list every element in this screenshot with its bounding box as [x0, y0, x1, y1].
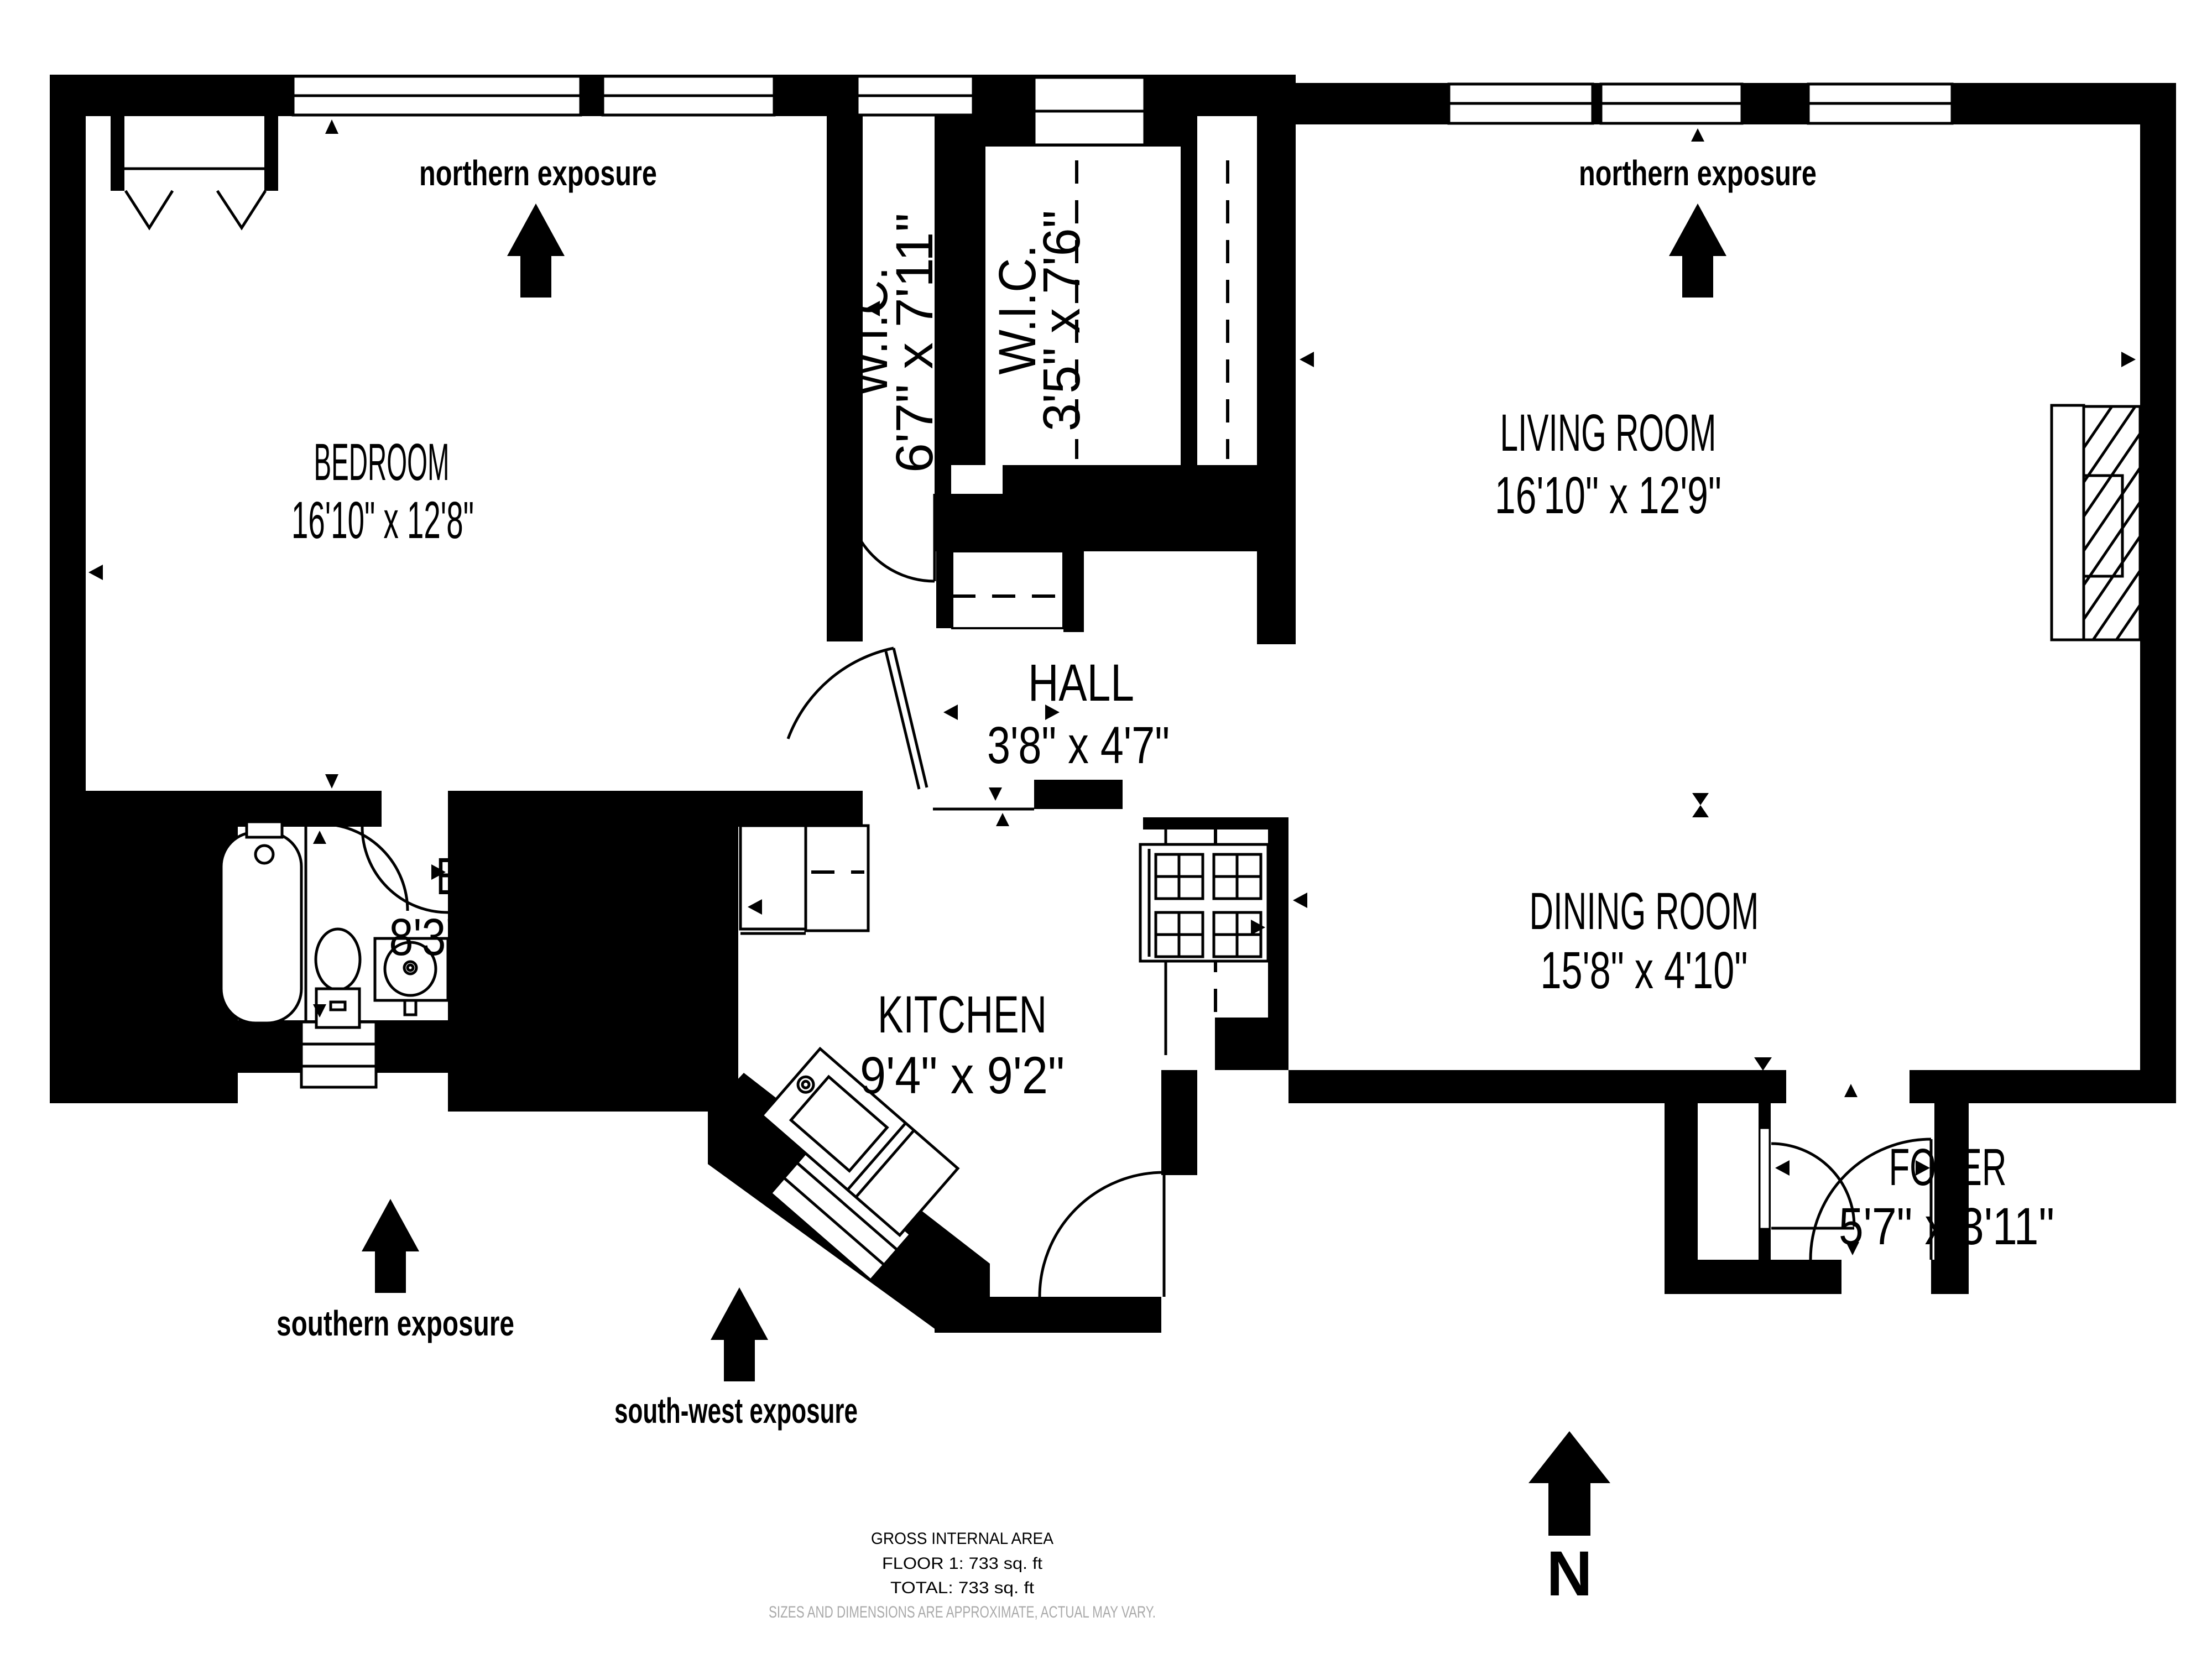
window-wic1 — [857, 76, 973, 115]
wic1-dims: 6'7" x 7'11" — [885, 217, 944, 473]
bedroom-label: BEDROOM — [314, 433, 450, 492]
living-radiator — [2052, 365, 2140, 757]
stove — [1140, 844, 1268, 961]
bath-label: BATH — [436, 847, 535, 906]
foyer-dims: 5'7" x 3'11" — [1839, 1197, 2054, 1256]
foyer-label: FOYER — [1888, 1138, 2007, 1197]
south-west-arrow-icon — [711, 1287, 768, 1381]
bedroom-closet — [111, 116, 278, 228]
footer — [769, 1530, 1156, 1621]
bath-dims: 8'3" x 5'4" — [389, 908, 580, 967]
wic1-label: W.I.C. — [840, 253, 899, 397]
northern-exposure-left-label: northern exposure — [419, 153, 657, 193]
window-bedroom-2 — [603, 76, 774, 115]
compass — [1528, 1431, 1610, 1609]
north-arrow-right-icon — [1669, 204, 1726, 298]
wic2-label: W.I.C. — [988, 231, 1047, 375]
footer-area-title: GROSS INTERNAL AREA — [871, 1530, 1053, 1548]
south-arrow-icon — [362, 1199, 419, 1293]
dining-room-dims: 15'8" x 4'10" — [1540, 941, 1748, 1000]
hall-dims: 3'8" x 4'7" — [987, 716, 1170, 775]
southern-exposure-label: southern exposure — [276, 1303, 514, 1343]
door-bedroom — [788, 648, 927, 789]
north-arrow-left-icon — [507, 204, 565, 298]
living-room-label: LIVING ROOM — [1500, 404, 1717, 462]
footer-disclaimer: SIZES AND DIMENSIONS ARE APPROXIMATE, ACTUAL MAY VARY. — [769, 1603, 1156, 1621]
window-wic2 — [1034, 77, 1145, 145]
window-bath — [301, 1022, 376, 1087]
kitchen-dims: 9'4" x 9'2" — [860, 1046, 1065, 1105]
hall-closet — [952, 551, 1063, 628]
bedroom-dims: 16'10" x 12'8" — [291, 491, 474, 550]
living-room-dims: 16'10" x 12'9" — [1495, 466, 1721, 525]
kitchen-label: KITCHEN — [878, 985, 1047, 1044]
window-living-3 — [1808, 84, 1952, 123]
window-living-1 — [1449, 84, 1593, 123]
window-living-2 — [1601, 84, 1742, 123]
south-west-exposure-label: south-west exposure — [614, 1391, 858, 1431]
kitchen-counter-left — [740, 826, 868, 933]
compass-label: N — [1546, 1538, 1593, 1609]
toilet — [316, 929, 360, 1027]
bathtub — [221, 822, 306, 1023]
window-bedroom-1 — [293, 76, 581, 115]
compass-north-arrow-icon — [1528, 1431, 1610, 1536]
footer-total-area: TOTAL: 733 sq. ft — [890, 1579, 1035, 1597]
door-kitchen — [1040, 1172, 1164, 1297]
door-bath — [321, 824, 448, 912]
wic2-dims: 3'5" x 7'6" — [1032, 201, 1091, 431]
hall-label: HALL — [1028, 654, 1134, 712]
dining-room-label: DINING ROOM — [1529, 882, 1759, 941]
northern-exposure-right-label: northern exposure — [1579, 153, 1817, 193]
footer-floor-area: FLOOR 1: 733 sq. ft — [882, 1554, 1043, 1573]
